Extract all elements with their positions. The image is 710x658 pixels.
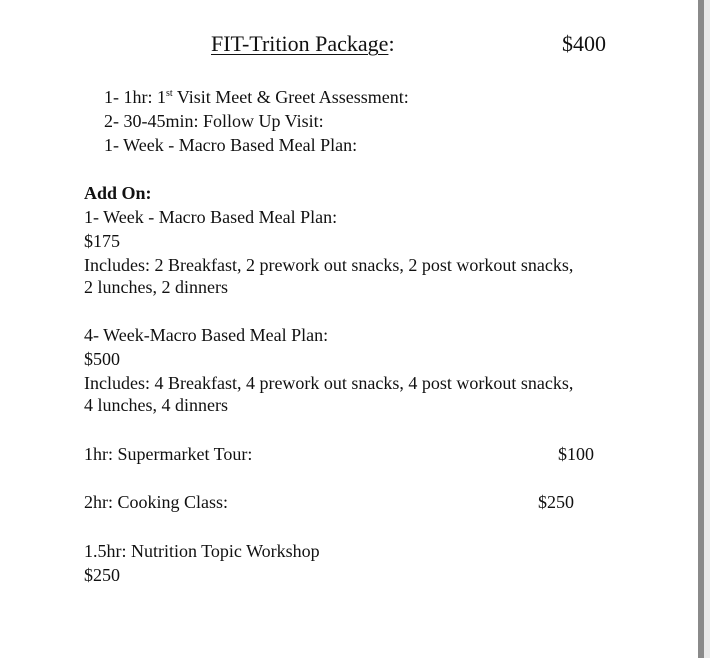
- nutrition-workshop-label: 1.5hr: Nutrition Topic Workshop: [84, 541, 320, 561]
- four-week-plan-title: 4- Week-Macro Based Meal Plan:: [84, 325, 329, 345]
- supermarket-tour-label: 1hr: Supermarket Tour:: [84, 444, 253, 464]
- cooking-class-price: $250: [538, 492, 574, 512]
- package-item-1-superscript: st: [166, 88, 173, 99]
- package-item-3: 1- Week - Macro Based Meal Plan:: [104, 135, 358, 155]
- package-item-1-suffix: Visit Meet & Greet Assessment:: [172, 87, 409, 107]
- one-week-plan-title: 1- Week - Macro Based Meal Plan:: [84, 207, 338, 227]
- package-item-1: [104, 86, 409, 108]
- package-price: $400: [562, 31, 606, 56]
- one-week-plan-price: $175: [84, 231, 120, 251]
- page-edge-highlight: [704, 0, 710, 658]
- package-title: [211, 31, 395, 57]
- nutrition-workshop-price: $250: [84, 565, 120, 585]
- add-on-heading: Add On:: [84, 183, 152, 203]
- four-week-plan-price: $500: [84, 349, 120, 369]
- one-week-plan-includes-line2: 2 lunches, 2 dinners: [84, 277, 228, 297]
- supermarket-tour-price: $100: [558, 444, 594, 464]
- package-item-2: 2- 30-45min: Follow Up Visit:: [104, 111, 324, 131]
- package-title-colon: :: [388, 31, 395, 56]
- cooking-class-label: 2hr: Cooking Class:: [84, 492, 229, 512]
- package-item-1-prefix: 1- 1hr: 1: [104, 87, 166, 107]
- package-title-text: FIT-Trition Package: [211, 31, 389, 56]
- four-week-plan-includes-line2: 4 lunches, 4 dinners: [84, 395, 228, 415]
- one-week-plan-includes-line1: Includes: 2 Breakfast, 2 prework out snacks, 2 post workout snacks,: [84, 255, 574, 275]
- four-week-plan-includes-line1: Includes: 4 Breakfast, 4 prework out snacks, 4 post workout snacks,: [84, 373, 574, 393]
